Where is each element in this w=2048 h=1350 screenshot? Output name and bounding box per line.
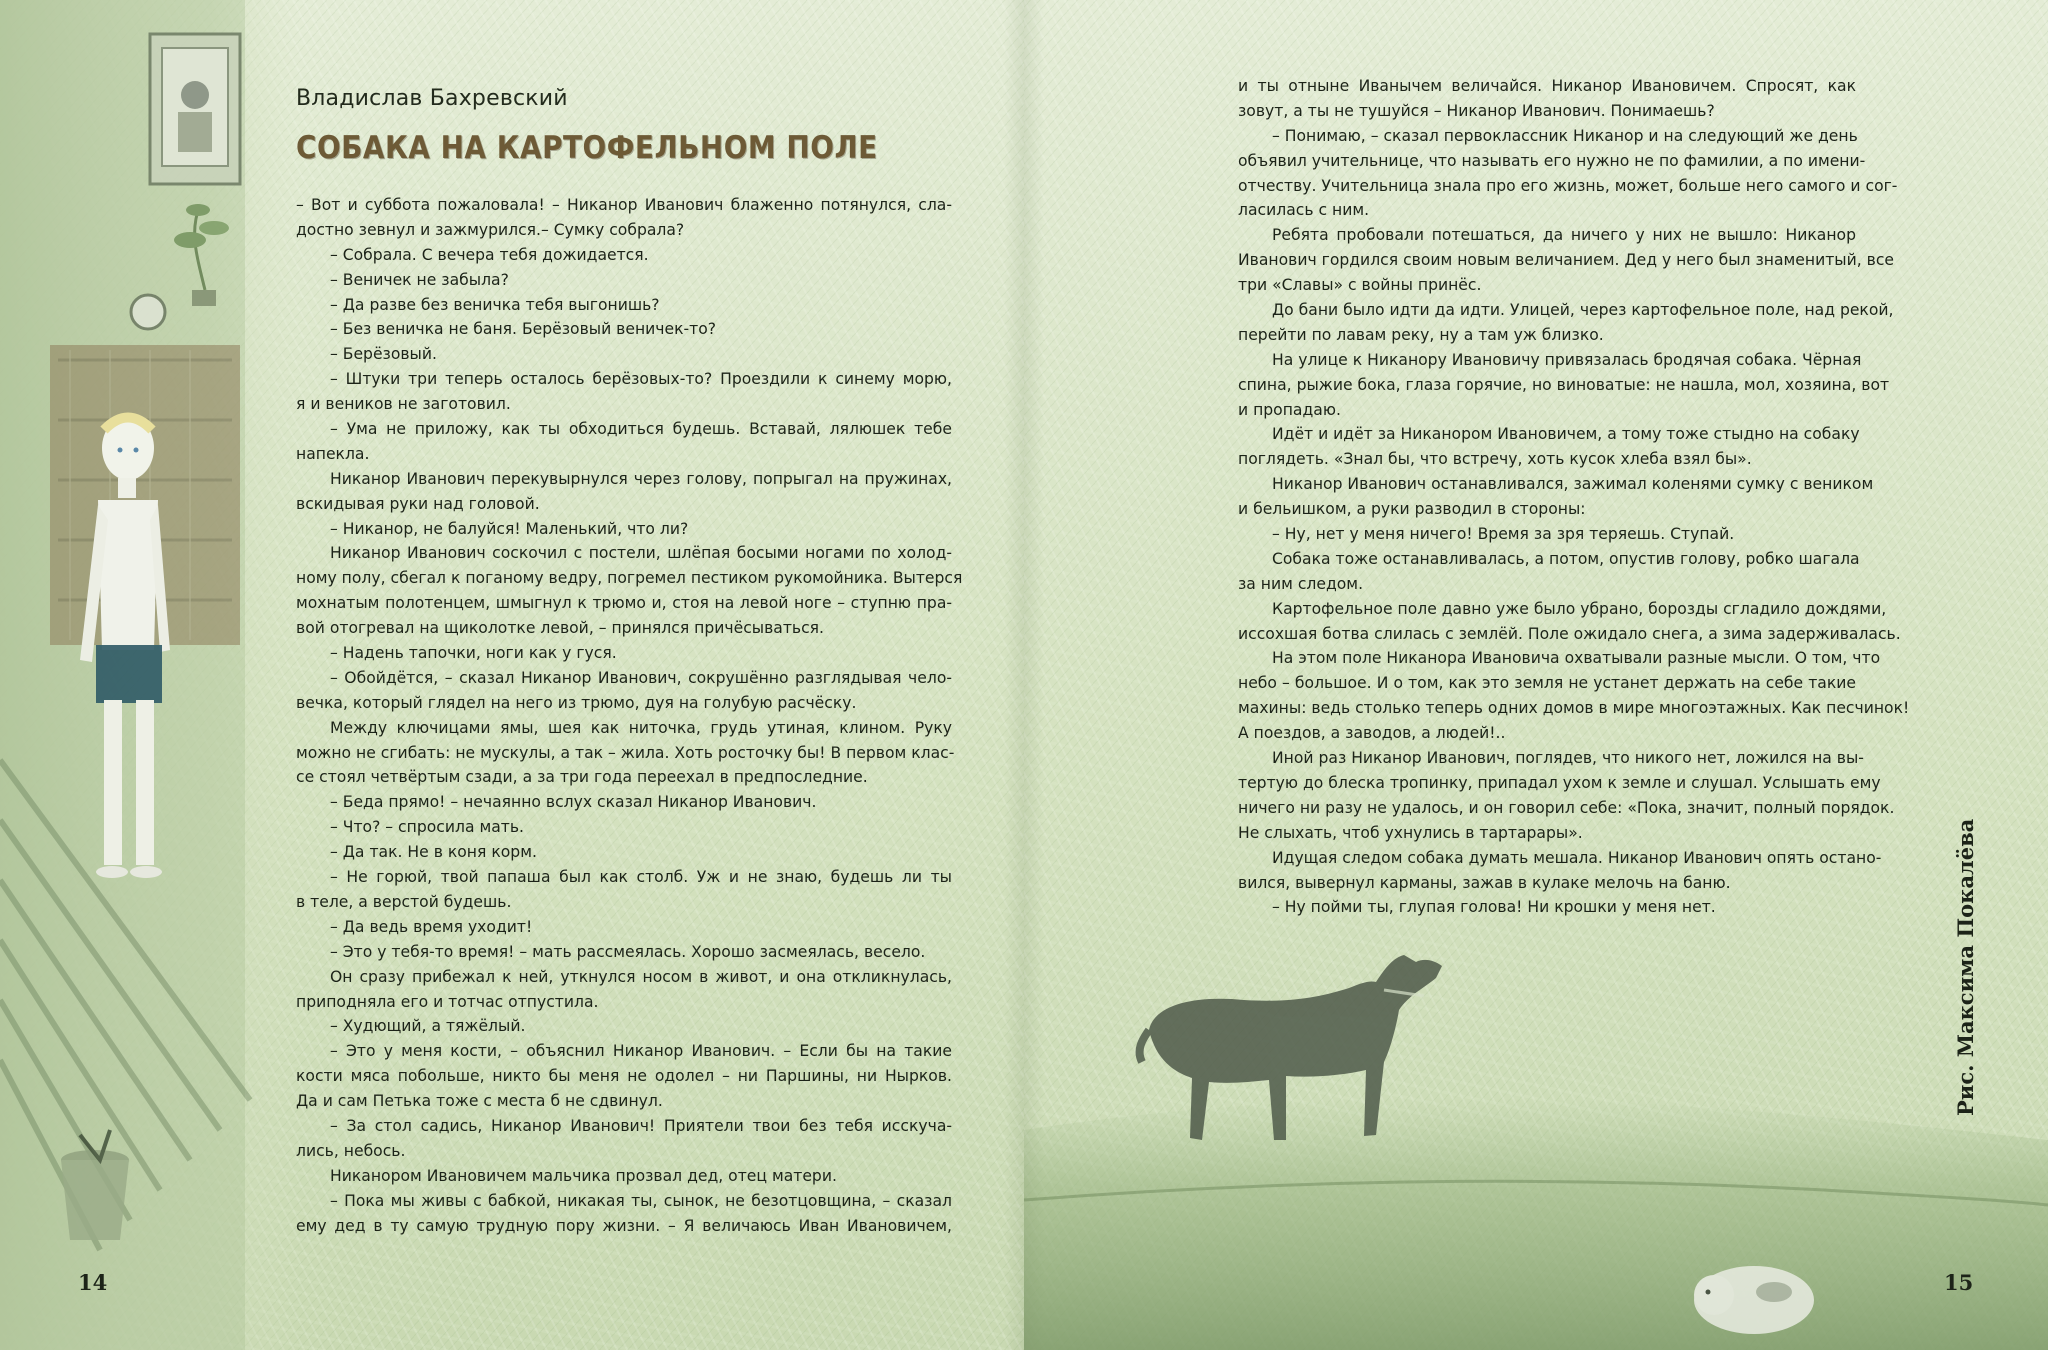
right-page (1024, 0, 2048, 1350)
text-line: и бельишком, а руки разводил в стороны: (1238, 500, 1586, 519)
text-line: и пропадаю. (1238, 400, 1341, 419)
text-line: вой отогревал на щиколотке левой, – принялся причёсываться. (296, 619, 825, 638)
text-line: Собака тоже останавливалась, а потом, опустив голову, робко шагала (1272, 549, 1860, 568)
text-line: объявил учительнице, что называть его нужно не по фамилии, а по имени- (1238, 151, 1866, 170)
text-line: мохнатым полотенцем, шмыгнул к трюмо и, стоя на левой ноге – ступню пра- (296, 594, 952, 613)
text-line: – Не горюй, твой папаша был как столб. Уж и не знаю, будешь ли ты (330, 868, 952, 887)
text-line: за ним следом. (1238, 574, 1364, 593)
text-line: можно не сгибать: не мускулы, а так – жила. Хоть росточку бы! В первом клас- (296, 743, 955, 762)
text-line: Между ключицами ямы, шея как ниточка, грудь утиная, клином. Руку (330, 718, 952, 737)
text-line: – Ну пойми ты, глупая голова! Ни крошки у меня нет. (1272, 898, 1716, 917)
text-line: иссохшая ботва слилась с землёй. Поле ожидало снега, а зима задерживалась. (1238, 624, 1901, 643)
text-line: ласилась с ним. (1238, 201, 1370, 220)
illustrator-credit: Рис. Максима Покалёва (1953, 818, 1978, 1116)
text-line: лись, небось. (296, 1141, 406, 1160)
text-line: Никанор Иванович перекувырнулся через голову, попрыгал на пружинах, (330, 469, 952, 488)
text-line: приподняла его и тотчас отпустила. (296, 992, 599, 1011)
text-line: – Берёзовый. (330, 345, 437, 364)
text-line: На улице к Никанору Ивановичу привязалась бродячая собака. Чёрная (1272, 350, 1862, 369)
text-line: Никанор Иванович останавливался, зажимал коленями сумку с веником (1272, 475, 1874, 494)
text-line: – Обойдётся, – сказал Никанор Иванович, сокрушённо разглядывая чело- (330, 668, 952, 687)
text-line: се стоял четвёртым сзади, а за три года переехал в предпоследние. (296, 768, 868, 787)
text-line: – Да так. Не в коня корм. (330, 843, 537, 862)
text-line: – Никанор, не балуйся! Маленький, что ли? (330, 519, 689, 538)
page-number-right: 15 (1944, 1270, 1974, 1295)
text-line: – Да ведь время уходит! (330, 917, 533, 936)
text-line: три «Славы» с войны принёс. (1238, 276, 1482, 295)
text-line: тертую до блеска тропинку, припадал ухом к земле и слушал. Услышать ему (1238, 773, 1881, 792)
text-line: напекла. (296, 444, 370, 463)
right-text-column (1238, 74, 1910, 920)
story-title: СОБАКА НА КАРТОФЕЛЬНОМ ПОЛЕ (296, 130, 878, 166)
text-line: вскидывая руки над головой. (296, 494, 540, 513)
text-line: – Штуки три теперь осталось берёзовых-то? Проездили к синему морю, (330, 370, 952, 389)
text-line: и ты отныне Иванычем величайся. Никанор Ивановичем. Спросят, как (1238, 77, 1856, 95)
text-line: поглядеть. «Знал бы, что встречу, хоть кусок хлеба взял бы». (1238, 450, 1752, 469)
text-line: Идущая следом собака думать мешала. Никанор Иванович опять остано- (1272, 848, 1882, 867)
text-line: – Худющий, а тяжёлый. (330, 1017, 526, 1036)
text-line: Он сразу прибежал к ней, уткнулся носом в живот, и она откликнулась, (330, 967, 952, 986)
text-line: отчеству. Учительница знала про его жизнь, может, больше него самого и сог- (1238, 176, 1898, 195)
text-line: ному полу, сбегал к поганому ведру, погремел пестиком рукомойника. Вытерся (296, 569, 963, 588)
text-line: До бани было идти да идти. Улицей, через картофельное поле, над рекой, (1272, 301, 1894, 320)
text-line: Иной раз Никанор Иванович, поглядев, что никого нет, ложился на вы- (1272, 749, 1864, 768)
text-line: А поездов, а заводов, а людей!.. (1238, 724, 1506, 743)
text-line: я и веников не заготовил. (296, 395, 511, 414)
text-line: – За стол садись, Никанор Иванович! Приятели твои без тебя исскуча- (330, 1116, 952, 1135)
text-line: в теле, а верстой будешь. (296, 892, 512, 911)
text-line: Никанором Ивановичем мальчика прозвал дед, отец матери. (330, 1166, 837, 1185)
text-line: махины: ведь столько теперь одних домов в мире многоэтажных. Как песчинок! (1238, 699, 1910, 718)
text-line: Не слыхать, чтоб ухнулись в тартарары». (1238, 823, 1583, 842)
text-line: Никанор Иванович соскочил с постели, шлёпая босыми ногами по холод- (330, 544, 952, 563)
text-line: – Что? – спросила мать. (330, 818, 525, 837)
text-line: – Ума не приложу, как ты обходиться будешь. Вставай, лялюшек тебе (330, 420, 952, 439)
left-text-column (296, 193, 963, 1238)
text-line: Ребята пробовали потешаться, да ничего у них не вышло: Никанор (1272, 226, 1856, 245)
text-line: Иванович гордился своим новым величанием. Дед у него был знаменитый, все (1238, 251, 1895, 270)
dog-field-illustration (1024, 900, 2048, 1350)
page-number-left: 14 (78, 1270, 108, 1295)
text-line: Да и сам Петька тоже с места б не сдвинул. (296, 1092, 663, 1111)
text-line: – Понимаю, – сказал первоклассник Никанор и на следующий же день (1272, 126, 1858, 145)
text-line: – Надень тапочки, ноги как у гуся. (330, 644, 617, 663)
text-line: Идёт и идёт за Никанором Ивановичем, а тому тоже стыдно на собаку (1272, 425, 1860, 444)
text-line: спина, рыжие бока, глаза горячие, но виноватые: не нашла, мол, хозяина, вот (1238, 375, 1890, 394)
boy-room-illustration (0, 0, 300, 1350)
text-line: перейти по лавам реку, ну а там уж близко. (1238, 325, 1604, 344)
text-line: достно зевнул и зажмурился.– Сумку собрала? (296, 220, 685, 239)
text-line: Картофельное поле давно уже было убрано, борозды сгладило дождями, (1272, 599, 1887, 618)
text-line: вечка, который глядел на него из трюмо, дуя на голубую расчёску. (296, 693, 857, 712)
text-line: – Да разве без веничка тебя выгонишь? (330, 295, 660, 314)
portrait-frame (150, 34, 240, 184)
text-line: – Собрала. С вечера тебя дожидается. (330, 245, 649, 264)
text-line: – Ну, нет у меня ничего! Время за зря теряешь. Ступай. (1272, 525, 1735, 544)
text-line: вился, вывернул карманы, зажав в кулаке мелочь на баню. (1238, 873, 1731, 892)
text-line: ему дед в ту самую трудную пору жизни. – Я величаюсь Иван Ивановичем, (296, 1216, 952, 1235)
text-line: – Это у тебя-то время! – мать рассмеялась. Хорошо засмеялась, весело. (330, 942, 926, 961)
text-line: – Веничек не забыла? (330, 270, 509, 289)
text-line: зовут, а ты не тушуйся – Никанор Иванович. Понимаешь? (1238, 101, 1715, 120)
text-line: кости мяса побольше, никто бы меня не одолел – ни Паршины, ни Нырков. (296, 1067, 952, 1086)
text-line: ничего ни разу не удалось, и он говорил себе: «Пока, значит, полный порядок. (1238, 798, 1895, 817)
text-line: – Вот и суббота пожаловала! – Никанор Иванович блаженно потянулся, сла- (296, 196, 952, 214)
text-line: На этом поле Никанора Ивановича охватывали разные мысли. О том, что (1272, 649, 1881, 668)
text-line: – Без веничка не баня. Берёзовый веничек-то? (330, 320, 717, 339)
text-line: – Это у меня кости, – объяснил Никанор Иванович. – Если бы на такие (330, 1042, 952, 1061)
book-gutter (1004, 0, 1044, 1350)
author-name: Владислав Бахревский (296, 86, 568, 111)
text-line: – Пока мы живы с бабкой, никакая ты, сынок, не безотцовщина, – сказал (330, 1191, 952, 1210)
text-line: небо – большое. И о том, как это земля не устанет держать на себе такие (1238, 674, 1856, 693)
small-animal-figure (1694, 1266, 1814, 1334)
text-line: – Беда прямо! – нечаянно вслух сказал Никанор Иванович. (330, 793, 817, 812)
